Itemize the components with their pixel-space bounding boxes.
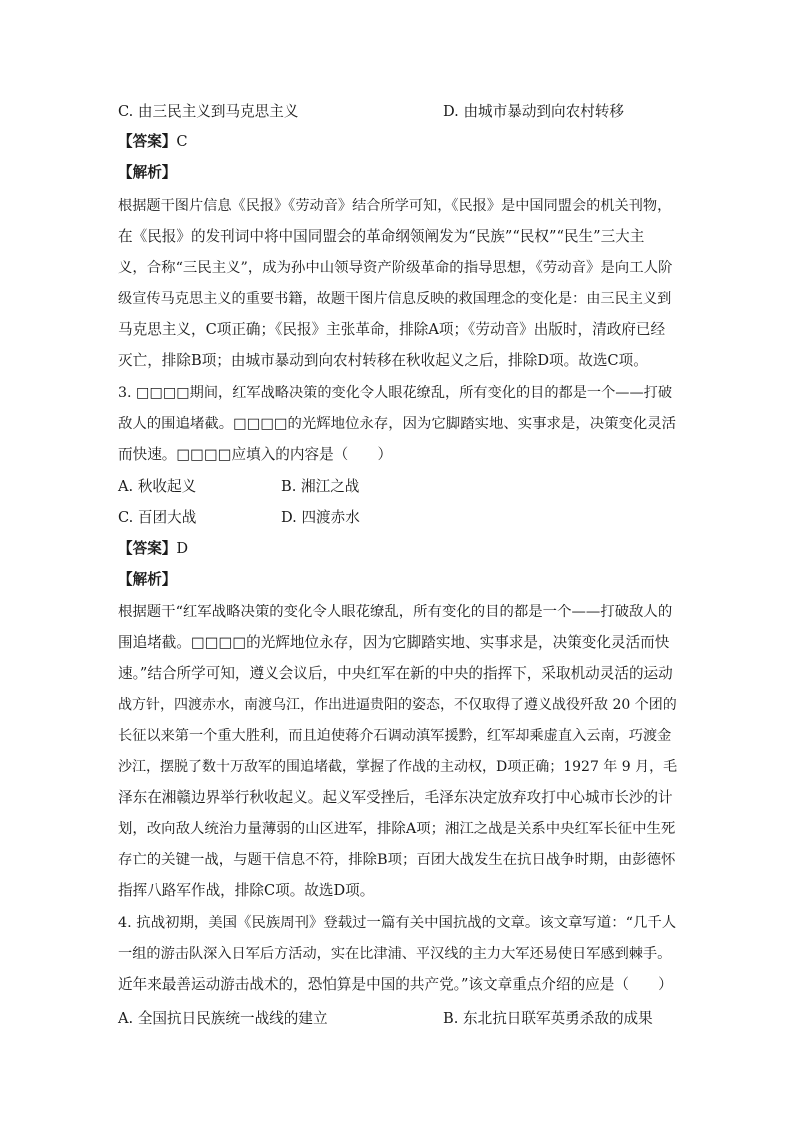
q3-analysis-line: 速。”结合所学可知，遵义会议后，中央红军在新的中央的指挥下，采取机动灵活的运动 bbox=[118, 665, 673, 682]
q3-analysis-line: 划，改向敌人统治力量薄弱的山区进军，排除A项；湘江之战是关系中央红军长征中生死 bbox=[118, 821, 676, 837]
q4-option-b: B. 东北抗日联军英勇杀敌的成果 bbox=[443, 1010, 653, 1027]
q3-analysis-line: 沙江，摆脱了数十万敌军的围追堵截，掌握了作战的主动权，D项正确；1927 年 9 月，毛 bbox=[118, 759, 678, 775]
q3-stem-line: 而快速。□□□□应填入的内容是（ ） bbox=[118, 446, 393, 463]
q3-analysis-line: 战方针，四渡赤水，南渡乌江，作出进逼贵阳的姿态，不仅取得了遵义战役歼敌 20 个团的 bbox=[118, 697, 677, 713]
q2-analysis-line: 在《民报》的发刊词中将中国同盟会的革命纲领阐发为“民族”“民权”“民生”三大主 bbox=[118, 228, 645, 245]
q3-analysis-line: 根据题干“红军战略决策的变化令人眼花缭乱，所有变化的目的都是一个——打破敌人的 bbox=[118, 604, 673, 620]
q3-option-c: C. 百团大战 bbox=[118, 509, 197, 526]
q4-stem-line: 近年来最善运动游击战术的，恐怕算是中国的共产党。”该文章重点介绍的应是（ ） bbox=[118, 976, 673, 993]
q3-analysis-line: 泽东在湘赣边界举行秋收起义。起义军受挫后，毛泽东决定放弃攻打中心城市长沙的计 bbox=[118, 789, 673, 806]
q3-analysis-line: 存亡的关键一战，与题干信息不符，排除B项；百团大战发生在抗日战争时期，由彭德怀 bbox=[118, 852, 676, 868]
q2-analysis-line: 根据题干图片信息《民报》《劳动音》结合所学可知，《民报》是中国同盟会的机关刊物， bbox=[118, 198, 672, 214]
q2-analysis-line: 级宣传马克思主义的重要书籍，故题干图片信息反映的救国理念的变化是：由三民主义到 bbox=[118, 291, 672, 307]
q2-answer bbox=[118, 131, 188, 153]
q3-option-a: A. 秋收起义 bbox=[118, 478, 197, 495]
q3-analysis-line: 指挥八路军作战，排除C项。故选D项。 bbox=[118, 882, 375, 899]
q2-option-c: C. 由三民主义到马克思主义 bbox=[118, 103, 299, 120]
q2-option-d: D. 由城市暴动到向农村转移 bbox=[443, 103, 624, 120]
q3-analysis-label: 【解析】 bbox=[118, 571, 177, 588]
answer-value: D bbox=[176, 540, 189, 557]
q3-stem-line: 3. □□□□期间，红军战略决策的变化令人眼花缭乱，所有变化的目的都是一个——打破 bbox=[118, 385, 673, 401]
q3-option-b: B. 湘江之战 bbox=[281, 478, 360, 495]
q4-stem-line: 一组的游击队深入日军后方活动，实在比津浦、平汉线的主力大军还易使日军感到棘手。 bbox=[118, 946, 672, 962]
q2-analysis-line: 马克思主义，C项正确；《民报》主张革命，排除A项；《劳动音》出版时，清政府已经 bbox=[118, 321, 666, 338]
q3-stem-line: 敌人的围追堵截。□□□□的光辉地位永存，因为它脚踏实地、实事求是，决策变化灵活 bbox=[118, 416, 677, 432]
q2-analysis-line: 灭亡，排除B项；由城市暴动到向农村转移在秋收起义之后，排除D项。故选C项。 bbox=[118, 352, 648, 369]
q3-answer bbox=[118, 538, 188, 560]
q2-analysis-label: 【解析】 bbox=[118, 164, 177, 181]
q4-stem-line: 4. 抗战初期，美国《民族周刊》登载过一篇有关中国抗战的文章。该文章写道：“几千人 bbox=[118, 915, 677, 931]
answer-value: C bbox=[176, 133, 188, 150]
answer-label: 【答案】 bbox=[118, 540, 177, 557]
q4-option-a: A. 全国抗日民族统一战线的建立 bbox=[118, 1010, 328, 1027]
q2-analysis-line: 义，合称“三民主义”，成为孙中山领导资产阶级革命的指导思想，《劳动音》是向工人阶 bbox=[118, 260, 673, 276]
answer-label: 【答案】 bbox=[118, 133, 177, 150]
q3-analysis-line: 长征以来第一个重大胜利，而且迫使蒋介石调动滇军援黔，红军却乘虚直入云南，巧渡金 bbox=[118, 728, 672, 744]
q3-analysis-line: 围追堵截。□□□□的光辉地位永存，因为它脚踏实地、实事求是，决策变化灵活而快 bbox=[118, 634, 670, 651]
q3-option-d: D. 四渡赤水 bbox=[281, 509, 360, 526]
